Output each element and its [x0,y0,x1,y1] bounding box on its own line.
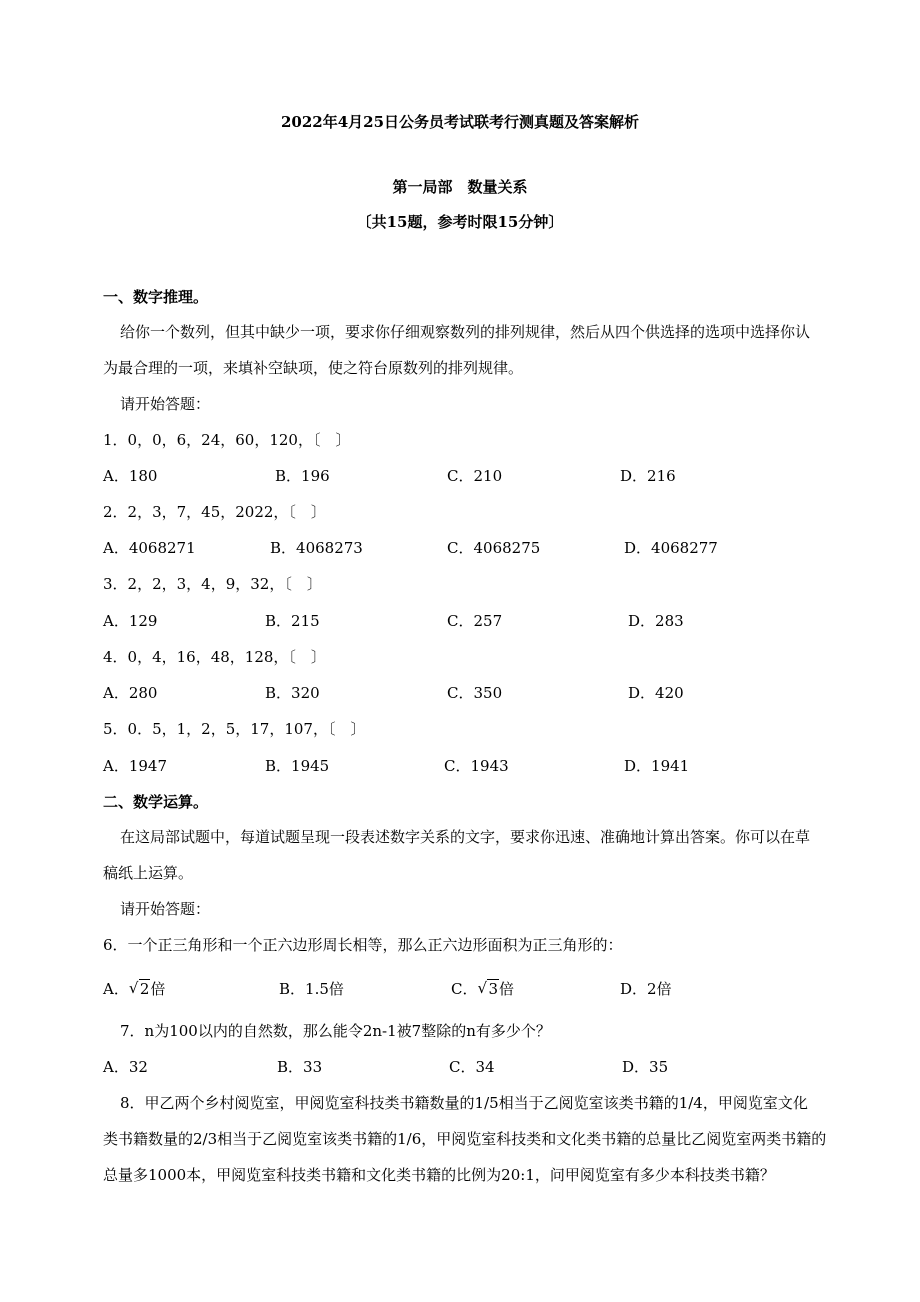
sqrt-symbol: √ 2 [128,979,150,998]
question-6-option-c-radicand: 3 [488,980,499,998]
section1-intro-line1: 给你一个数列，但其中缺少一项，要求你仔细观察数列的排列规律，然后从四个供选择的选项中选择你认 [120,323,811,341]
question-2-option-a: A．4068271 [103,539,196,557]
section2-intro-line2: 稿纸上运算。 [103,864,194,882]
question-2-option-d: D．4068277 [624,539,718,557]
question-4-option-b: B．320 [265,684,320,702]
question-6-option-a-suffix: 倍 [150,980,166,998]
question-5-option-c: C．1943 [444,757,509,775]
question-4-option-d: D．420 [628,684,684,702]
question-7-option-c: C．34 [449,1058,495,1076]
question-2-option-c: C．4068275 [447,539,541,557]
question-2-option-b: B．4068273 [270,539,363,557]
question-6-option-a-radicand: 2 [139,980,150,998]
section2-start: 请开始答题： [120,900,211,918]
question-7-option-b: B．33 [277,1058,323,1076]
question-6-option-d: D．2倍 [620,980,672,998]
section1-intro-line2: 为最合理的一项，来填补空缺项，使之符台原数列的排列规律。 [103,359,524,377]
section1-heading: 一、数字推理。 [103,288,209,306]
question-8-line2: 类书籍数量的2/3相当于乙阅览室该类书籍的1/6，甲阅览室科技类和文化类书籍的总量比乙阅览室两类书籍的 [103,1130,827,1148]
question-3-option-d: D．283 [628,612,684,630]
question-3-option-c: C．257 [447,612,503,630]
part-heading: 第一局部 数量关系 [392,178,528,196]
section2-intro-line1: 在这局部试题中，每道试题呈现一段表述数字关系的文字，要求你迅速、准确地计算出答案。你可以在草 [120,828,811,846]
question-8-line1: 8．甲乙两个乡村阅览室，甲阅览室科技类书籍数量的1/5相当于乙阅览室该类书籍的1/4，甲阅览室文化 [120,1094,808,1112]
question-7-stem: 7．n为100以内的自然数，那么能令2n-1被7整除的n有多少个？ [120,1022,551,1040]
question-6-option-c-suffix: 倍 [499,980,515,998]
question-1-option-d: D．216 [620,467,676,485]
question-4-option-a: A．280 [103,684,158,702]
question-8-line3: 总量多1000本，甲阅览室科技类书籍和文化类书籍的比例为20:1，问甲阅览室有多少本科技类书籍？ [103,1166,775,1184]
question-3-stem: 3．2，2，3，4，9，32，〔 〕 [103,575,322,593]
section1-start: 请开始答题： [120,395,211,413]
question-3-option-a: A．129 [103,612,158,630]
question-1-option-b: B．196 [275,467,330,485]
question-6-option-b: B．1.5倍 [279,980,344,998]
sqrt-symbol: √ 3 [477,979,499,998]
question-6-option-c [451,979,514,999]
question-7-option-a: A．32 [103,1058,148,1076]
question-2-stem: 2．2，3，7，45，2022，〔 〕 [103,503,326,521]
question-1-option-a: A．180 [103,467,158,485]
question-5-option-b: B．1945 [265,757,330,775]
question-5-option-a: A．1947 [103,757,168,775]
question-7-option-d: D．35 [622,1058,669,1076]
question-6-option-c-label: C． [451,980,478,998]
question-1-stem: 1．0，0，6，24，60，120，〔 〕 [103,431,351,449]
document-title: 2022年4月25日公务员考试联考行测真题及答案解析 [280,113,640,131]
question-6-stem: 6．一个正三角形和一个正六边形周长相等，那么正六边形面积为正三角形的： [103,936,623,954]
question-6-option-a-label: A． [103,980,129,998]
question-5-stem: 5．0．5，1，2，5，17，107，〔 〕 [103,720,366,738]
question-4-stem: 4．0，4，16，48，128，〔 〕 [103,648,326,666]
question-5-option-d: D．1941 [624,757,690,775]
question-6-option-a [103,979,165,999]
question-3-option-b: B．215 [265,612,320,630]
section2-heading: 二、数学运算。 [103,793,209,811]
part-note: 〔共15题，参考时限15分钟〕 [356,213,564,231]
question-4-option-c: C．350 [447,684,503,702]
question-1-option-c: C．210 [447,467,503,485]
